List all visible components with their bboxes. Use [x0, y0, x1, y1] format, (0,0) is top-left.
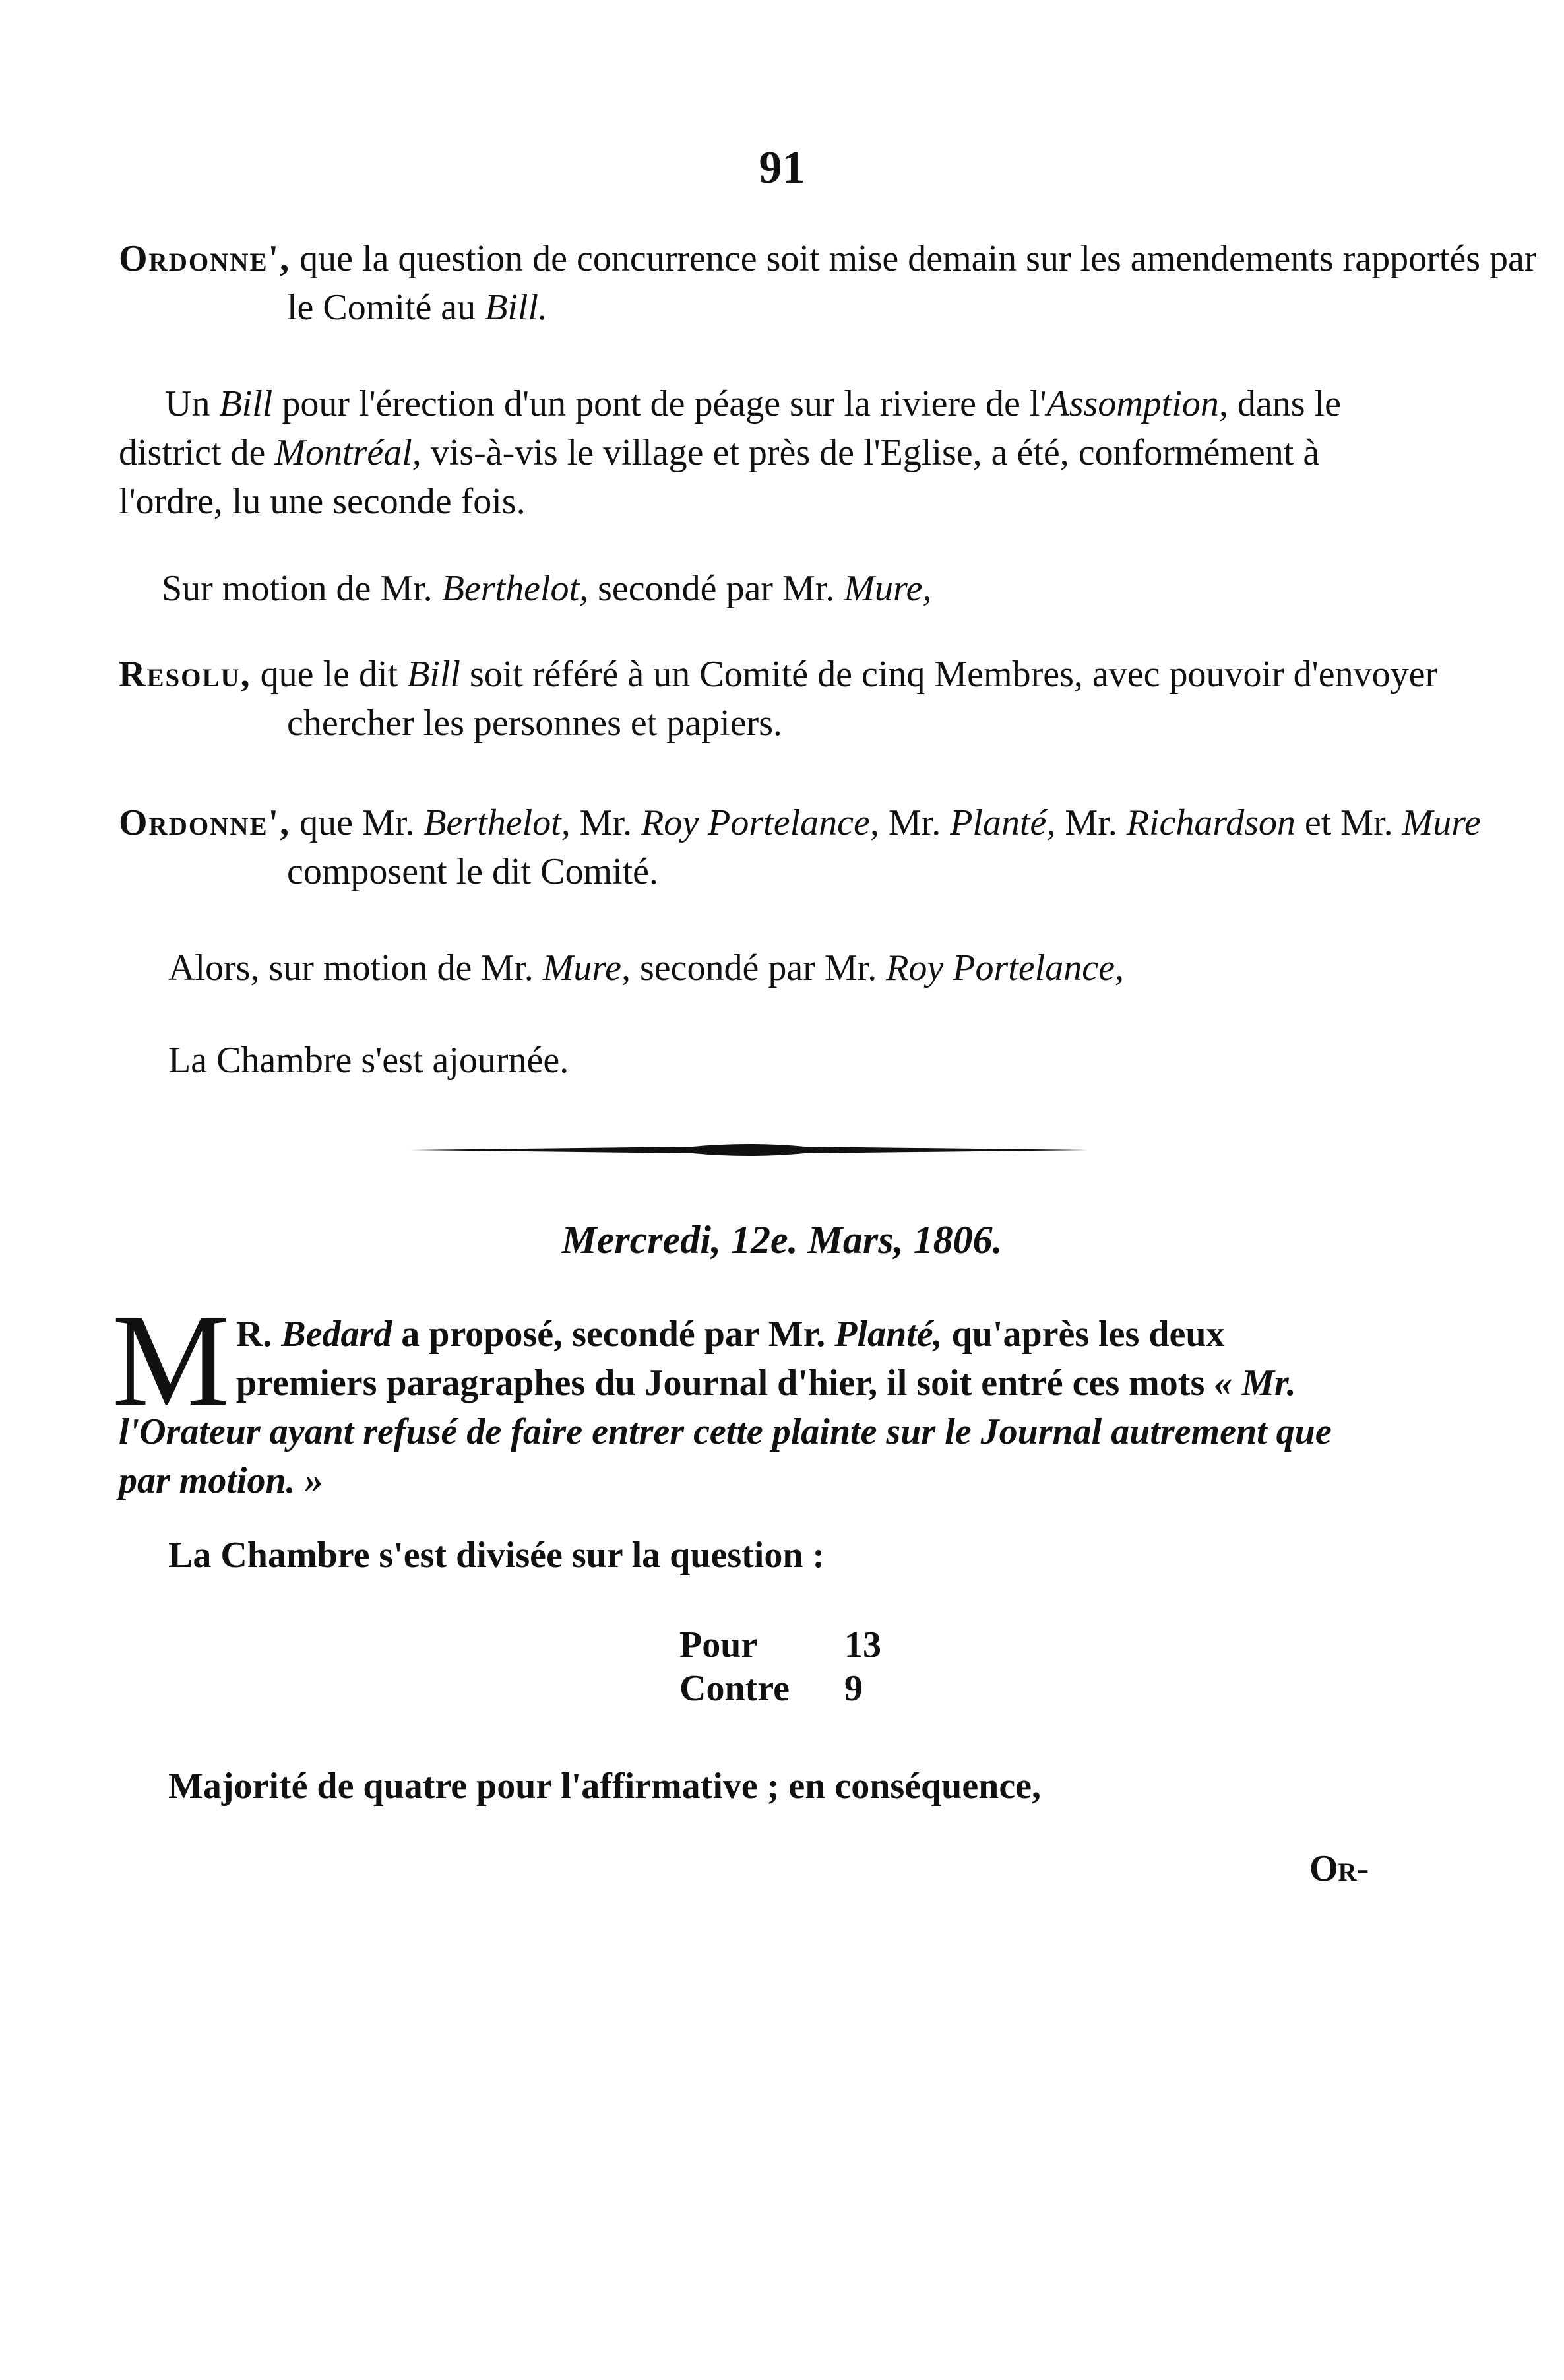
paragraph-text: que le dit: [260, 654, 398, 695]
paragraph-text: et Mr.: [1304, 802, 1393, 843]
section-divider-rule: [409, 1142, 1088, 1159]
member-name: Mure,: [844, 568, 932, 609]
paragraph-majority: Majorité de quatre pour l'affirmative ; en conséquence,: [168, 1766, 1042, 1807]
member-name: Planté,: [834, 1314, 943, 1355]
member-name: Berthelot,: [423, 802, 571, 843]
paragraph-text: Alors, sur motion de Mr.: [168, 948, 534, 988]
drop-cap: M: [112, 1288, 230, 1434]
vote-count: 13: [844, 1624, 881, 1665]
paragraph-text: R.: [235, 1314, 272, 1355]
paragraph-division: La Chambre s'est divisée sur la question :: [168, 1535, 825, 1576]
page-number: 91: [759, 143, 805, 193]
paragraph-text: Mr.: [579, 802, 633, 843]
paragraph-text: secondé par Mr.: [639, 948, 877, 988]
paragraph-motion-1: [162, 564, 1415, 613]
vote-count: 9: [844, 1668, 863, 1709]
paragraph-motion-2: [168, 944, 1422, 992]
paragraph-text: secondé par Mr.: [598, 568, 835, 609]
place-name: Assomption,: [1046, 383, 1228, 424]
paragraph-text: Sur motion de Mr.: [162, 568, 433, 609]
paragraph-start: Un: [165, 383, 210, 424]
vote-row-pour: [679, 1623, 881, 1667]
paragraph-resolu: [119, 650, 1540, 748]
member-name: Roy Portelance,: [886, 948, 1124, 988]
paragraph-bill-reading: [119, 379, 1372, 526]
paragraph-text: que la question de concurrence soit mise demain sur les amendements rapportés par le Comité au: [287, 238, 1537, 328]
vote-tally: [679, 1623, 881, 1710]
paragraph-text: a proposé, secondé par Mr.: [401, 1314, 826, 1355]
bill-word: Bill: [407, 654, 460, 695]
lead-word: Resolu,: [119, 654, 251, 695]
lead-word: Ordonne',: [119, 802, 291, 843]
city-name: Montréal,: [274, 432, 422, 473]
paragraph-text: composent le dit Comité.: [287, 851, 659, 892]
paragraph-bedard-motion: [112, 1288, 1372, 1505]
member-name: Richardson: [1126, 802, 1296, 843]
paragraph-text: Mr.: [888, 802, 941, 843]
paragraph-ordonne-1: [119, 234, 1540, 332]
session-date-heading: Mercredi, 12e. Mars, 1806.: [561, 1218, 1003, 1262]
vote-row-contre: [679, 1667, 881, 1710]
member-name: Bedard: [281, 1314, 392, 1355]
member-name: Mure,: [542, 948, 631, 988]
paragraph-text: pour l'érection d'un pont de péage sur la riviere de l': [282, 383, 1047, 424]
member-name: Planté,: [950, 802, 1056, 843]
member-name: Roy Portelance,: [641, 802, 879, 843]
paragraph-text: Mr.: [1065, 802, 1117, 843]
member-name: Mure: [1402, 802, 1481, 843]
bill-word: Bill: [219, 383, 273, 424]
paragraph-ordonne-2: [119, 798, 1540, 896]
paragraph-adjourned: La Chambre s'est ajournée.: [168, 1040, 569, 1081]
catchword: Or-: [1309, 1848, 1369, 1889]
vote-label: Pour: [679, 1624, 758, 1665]
vote-label: Contre: [679, 1668, 790, 1709]
lead-word: Ordonne',: [119, 238, 291, 279]
paragraph-text: que Mr.: [299, 802, 415, 843]
quoted-amendment: « Mr. l'Orateur ayant refusé de faire entrer cette plainte sur le Journal autrement que par motion. »: [119, 1363, 1332, 1501]
member-name: Berthelot,: [441, 568, 589, 609]
paragraph-text: vis-à-vis le village et près de l'Eglise, a été, conformément à l'ordre, lu une seconde fois.: [119, 432, 1320, 522]
paragraph-text: qu'après les deux premiers paragraphes du Journal d'hier, il soit entré ces mots: [235, 1314, 1225, 1403]
bill-word: Bill.: [485, 287, 548, 328]
paragraph-text: dans le district de: [119, 383, 1341, 473]
paragraph-text: soit référé à un Comité de cinq Membres, avec pouvoir d'envoyer chercher les personnes et papiers.: [287, 654, 1438, 744]
